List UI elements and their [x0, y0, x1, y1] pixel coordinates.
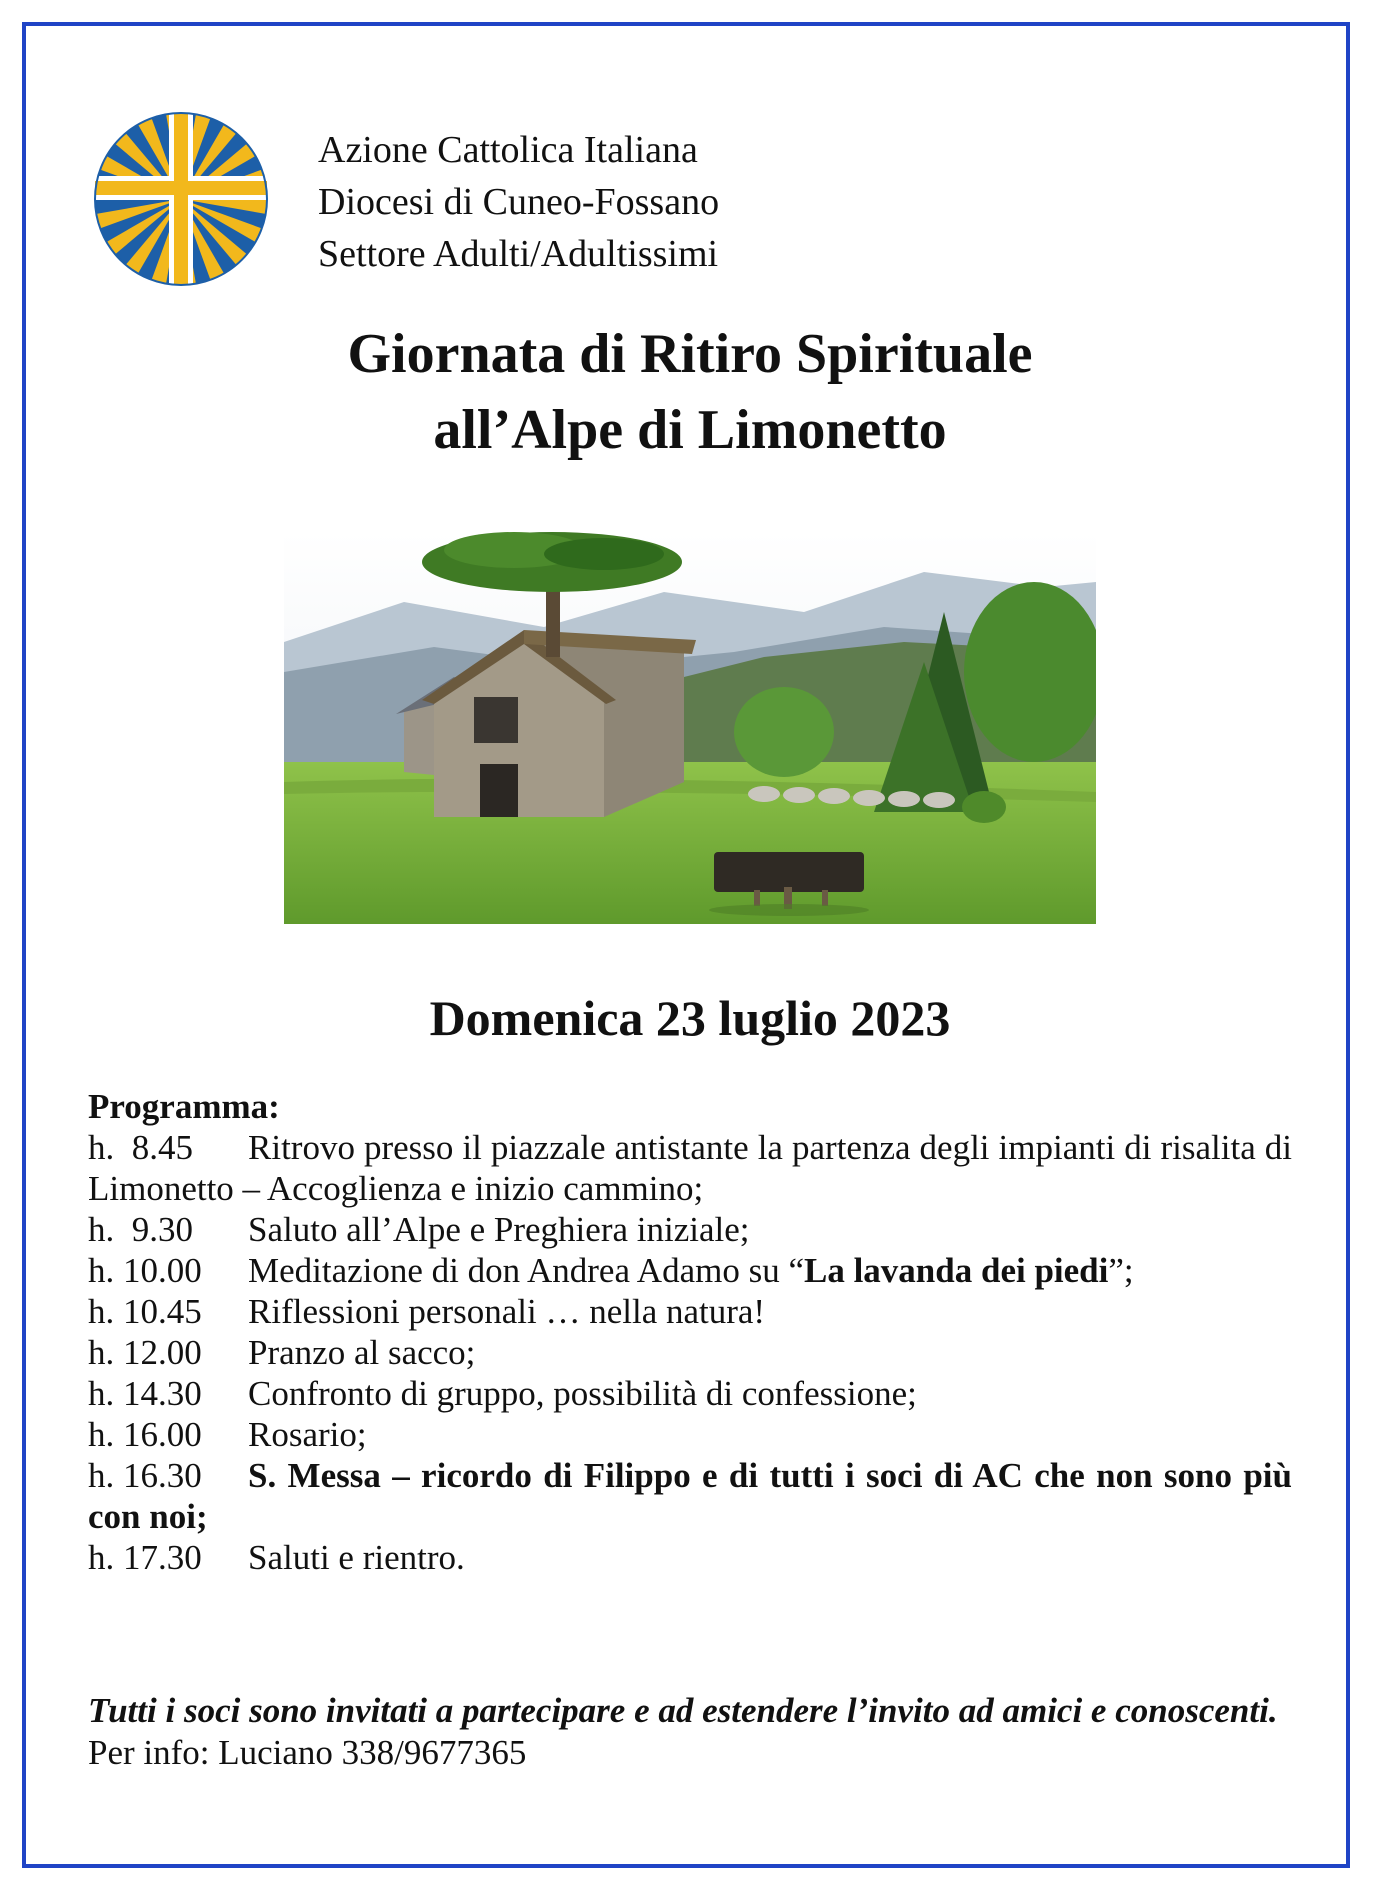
azione-cattolica-logo	[92, 110, 270, 288]
event-date: Domenica 23 luglio 2023	[429, 990, 951, 1046]
program-item	[88, 1537, 1292, 1578]
program-item	[88, 1455, 1292, 1537]
program-time: h. 16.30	[88, 1456, 202, 1495]
program-time: h. 9.30	[88, 1210, 193, 1249]
program-time: h. 8.45	[88, 1128, 193, 1167]
program-item	[88, 1373, 1292, 1414]
program-text: Ritrovo presso il piazzale antistante la partenza degli impianti di risalita di Limonetto – Accoglienza e inizio cammino;	[88, 1128, 1292, 1208]
closing-section	[88, 1690, 1292, 1774]
program-item	[88, 1291, 1292, 1332]
program-item	[88, 1127, 1292, 1209]
invitation-text: Tutti i soci sono invitati a partecipare e ad estendere l’invito ad amici e conoscenti.	[88, 1691, 1278, 1730]
program-text: Riflessioni personali … nella natura!	[248, 1292, 766, 1331]
program-item	[88, 1332, 1292, 1373]
org-line-1: Azione Cattolica Italiana	[318, 129, 698, 171]
program-time: h. 14.30	[88, 1374, 202, 1413]
title-line-1: Giornata di Ritiro Spirituale	[347, 323, 1033, 385]
program-text-post: ”;	[1108, 1251, 1134, 1290]
event-title	[0, 316, 1380, 468]
program-time: h. 10.00	[88, 1251, 202, 1290]
program-heading: Programma:	[88, 1087, 280, 1126]
program-time: h. 12.00	[88, 1333, 202, 1372]
org-line-2: Diocesi di Cuneo-Fossano	[318, 181, 720, 223]
program-text: Confronto di gruppo, possibilità di confessione;	[248, 1374, 917, 1413]
program-item	[88, 1250, 1292, 1291]
page-border	[22, 22, 1350, 1868]
program-time: h. 10.45	[88, 1292, 202, 1331]
program-time: h. 16.00	[88, 1415, 202, 1454]
org-line-3: Settore Adulti/Adultissimi	[318, 233, 719, 275]
program-text	[248, 1250, 1292, 1291]
program-section	[88, 1086, 1292, 1578]
organization-header	[318, 124, 719, 280]
stone-hut-meadow-photo	[284, 532, 1096, 924]
title-line-2: all’Alpe di Limonetto	[433, 399, 947, 461]
program-text: Pranzo al sacco;	[248, 1333, 476, 1372]
program-text: Saluti e rientro.	[248, 1538, 465, 1577]
program-item	[88, 1209, 1292, 1250]
program-time: h. 17.30	[88, 1538, 202, 1577]
program-text-pre: Meditazione di don Andrea Adamo su “	[248, 1251, 804, 1290]
contact-info: Per info: Luciano 338/9677365	[88, 1733, 527, 1772]
program-text: Saluto all’Alpe e Preghiera iniziale;	[248, 1210, 750, 1249]
program-text: Rosario;	[248, 1415, 367, 1454]
program-text-bold: S. Messa – ricordo di Filippo e di tutti i soci di AC che non sono più con noi;	[88, 1456, 1292, 1536]
meditation-topic: La lavanda dei piedi	[803, 1251, 1109, 1290]
program-item	[88, 1414, 1292, 1455]
